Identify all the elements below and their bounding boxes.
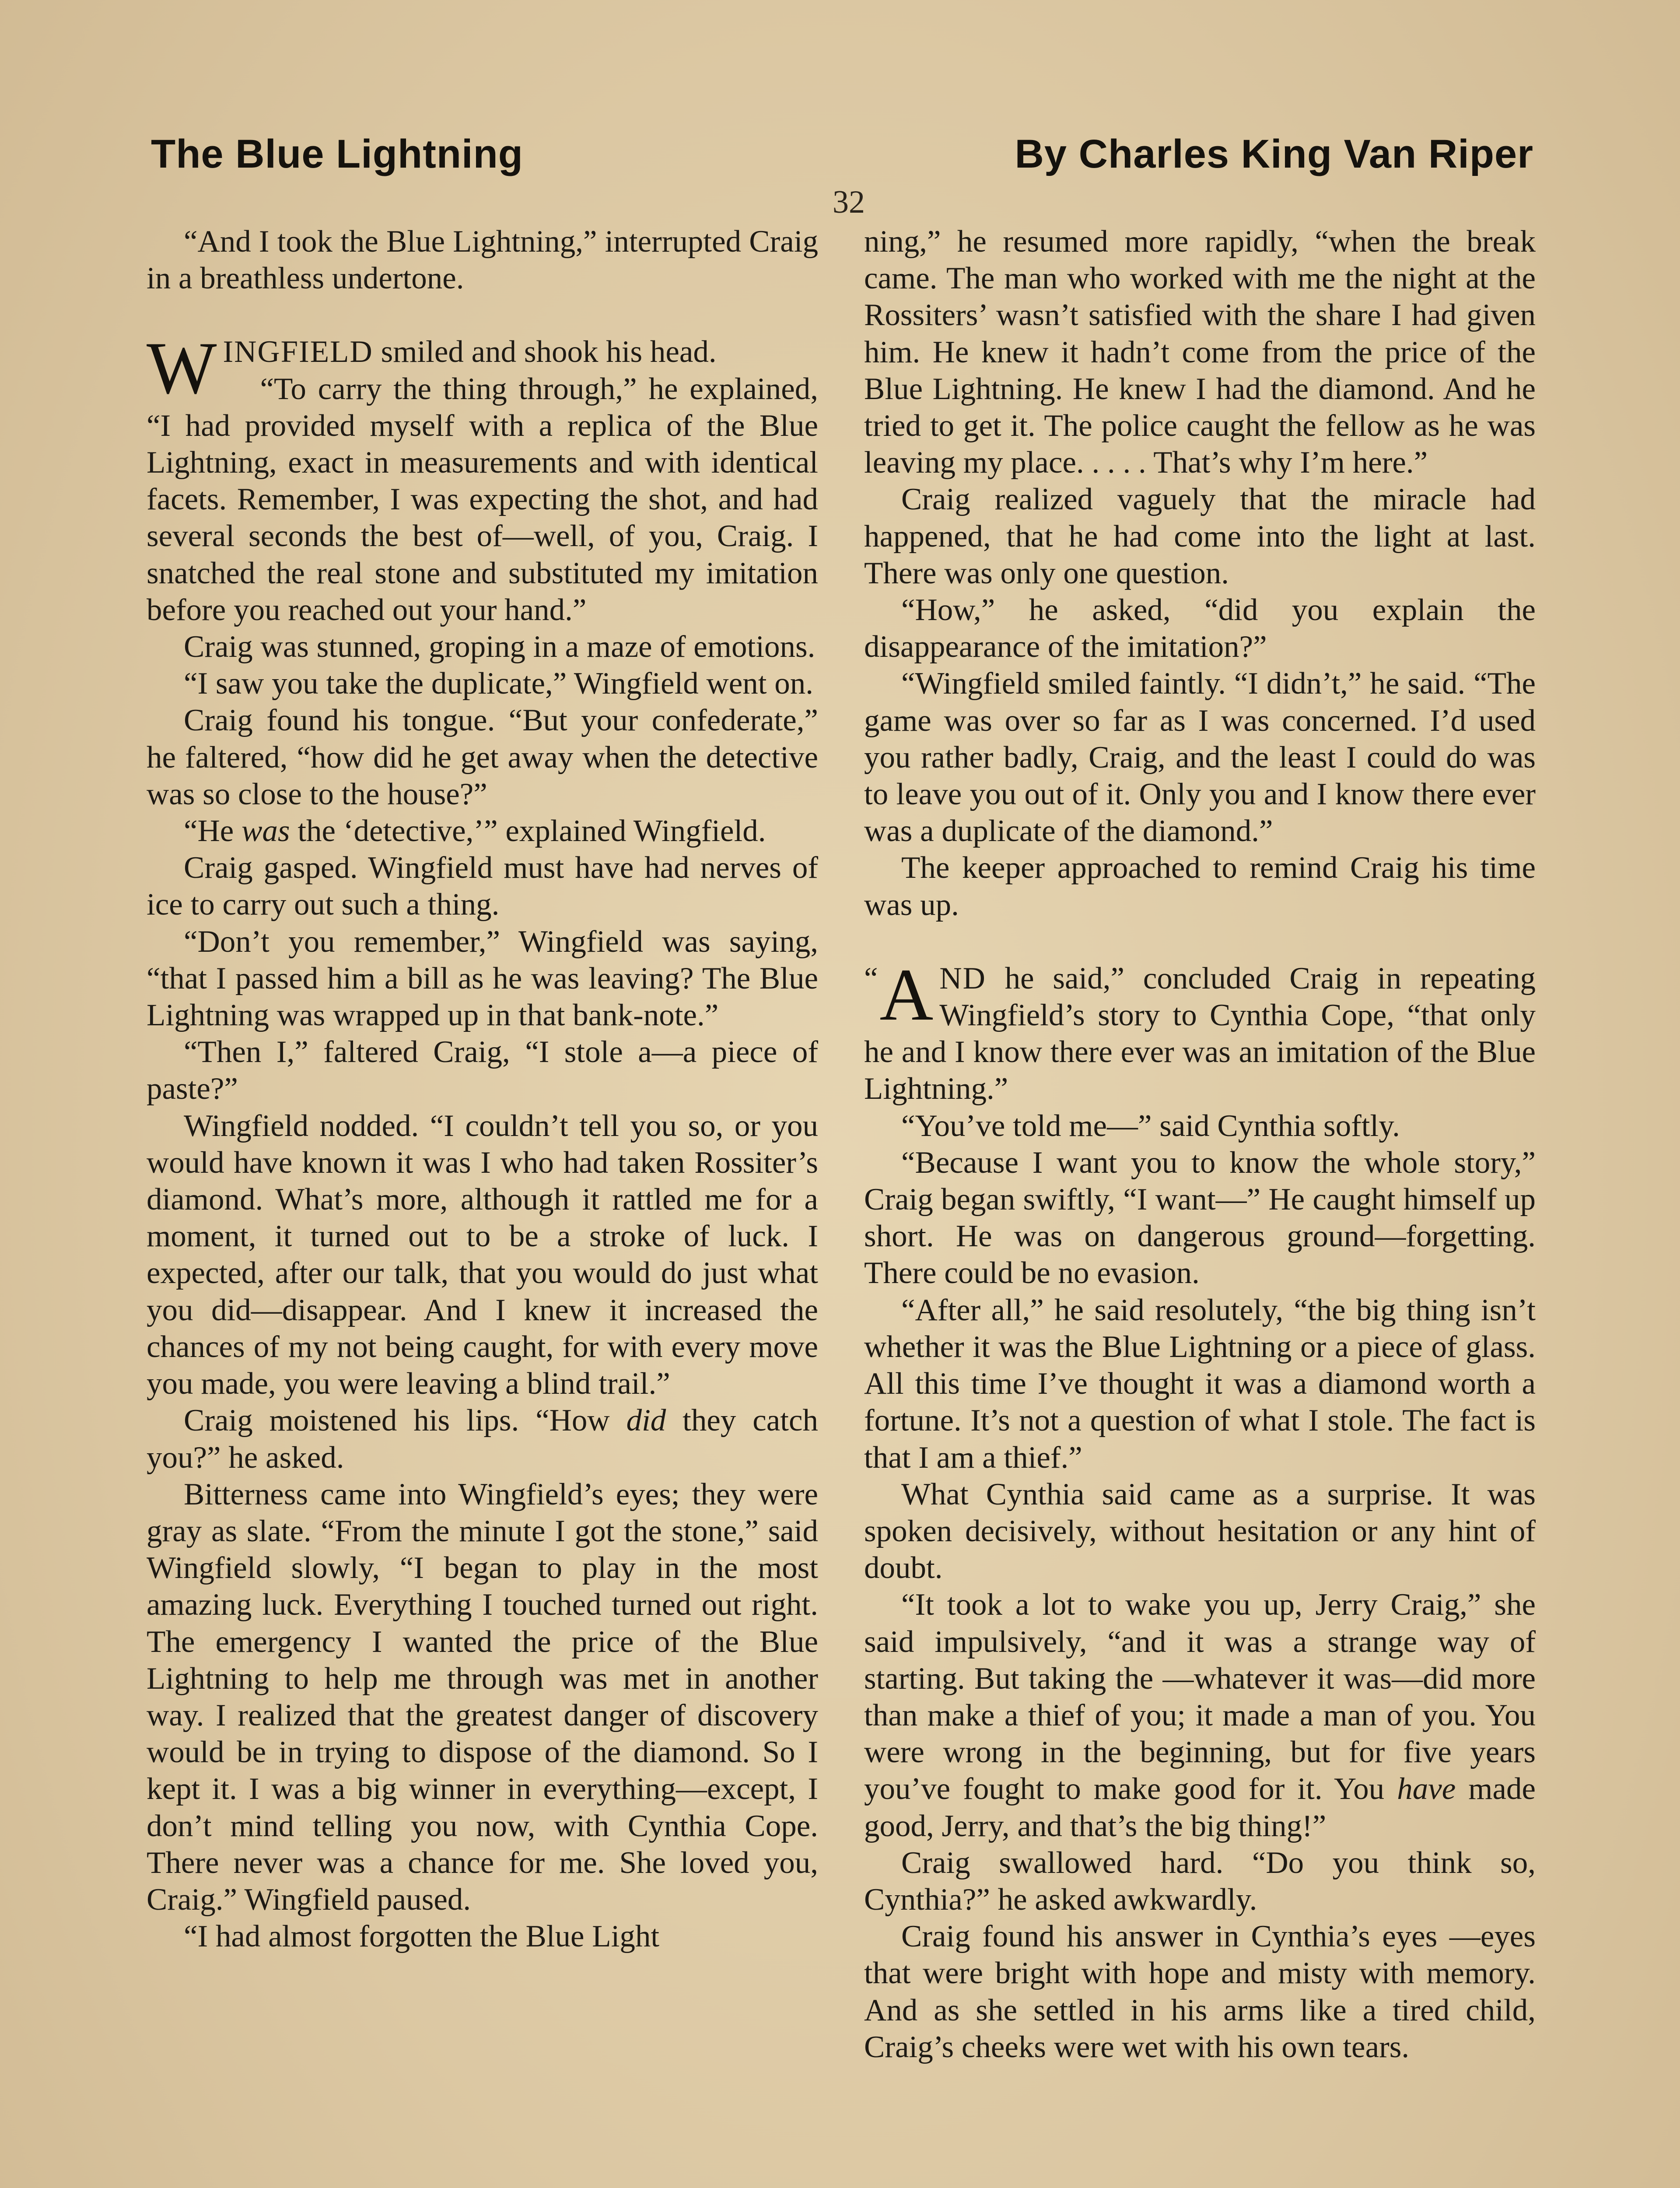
paragraph: “To carry the thing through,” he explained, “I had provided myself with a replica of the Blue Lightning, exact in measurements and with identical facets. Remember, I was expecting the shot, and had several seconds the best of—well, of you, Craig. I snatched the real stone and substituted my imitation before you reached out your hand.” — [147, 372, 818, 627]
paragraph: “Wingfield smiled faintly. “I didn’t,” he said. “The game was over so far as I was concerned. I’d used you rather badly, Craig, and the least I could do was to leave you out of it. Only you and I know there ever was a duplicate of the diamond.” — [864, 666, 1536, 849]
paragraph: Craig found his answer in Cynthia’s eyes —eyes that were bright with hope and misty with memory. And as she settled in his arms like a tired child, Craig’s cheeks were wet with his own tears. — [864, 1919, 1536, 2064]
paragraph: Craig found his tongue. “But your confederate,” he faltered, “how did he get away when the detective was so close to the house?” — [147, 703, 818, 811]
paragraph: Craig gasped. Wingfield must have had nerves of ice to carry out such a thing. — [147, 851, 818, 922]
drop-cap: A — [879, 953, 934, 1036]
paragraph-continued: ning,” he resumed more rapidly, “when the break came. The man who worked with me the night at the Rossiters’ wasn’t satisfied with the share I had given him. He knew it hadn’t come from the price of the Blue Lightning. He knew I had the diamond. And he tried to get it. The police caught the fellow as he was leaving my place. . . . . That’s why I’m here.” — [864, 224, 1536, 480]
text: they catch you?” he asked. — [147, 1403, 818, 1475]
open-quote: “ — [864, 961, 878, 996]
right-column — [864, 223, 1536, 2065]
lead-in-caps: INGFIELD — [223, 335, 373, 369]
section-break — [147, 297, 818, 333]
page-number: 32 — [833, 184, 865, 220]
paragraph: What Cynthia said came as a surprise. It was spoken decisively, without hesitation or any hint of doubt. — [864, 1477, 1536, 1585]
paragraph: The keeper approached to remind Craig his time was up. — [864, 851, 1536, 922]
paragraph: Craig realized vaguely that the miracle had happened, that he had come into the light at last. There was only one question. — [864, 482, 1536, 590]
paragraph — [864, 1586, 1536, 1844]
text: “He — [184, 814, 242, 849]
text: the ‘detective,’” explained Wingfield. — [290, 814, 766, 849]
paragraph: Wingfield nodded. “I couldn’t tell you so, or you would have known it was I who had taken Rossiter’s diamond. What’s more, although it rattled me for a moment, it turned out to be a stroke of luck. I expected, after our talk, that you would do just what you did—disappear. And I knew it increased the chances of my not being caught, for with every move you made, you were leaving a blind trail.” — [147, 1108, 818, 1401]
text: made good, Jerry, and that’s the big thing!” — [864, 1772, 1536, 1843]
paragraph: “Then I,” faltered Craig, “I stole a—a piece of paste?” — [147, 1035, 818, 1106]
paragraph-text: smiled and shook his head. — [373, 335, 717, 369]
author-byline: By Charles King Van Riper — [1015, 132, 1533, 176]
italic-text: was — [242, 814, 290, 849]
paragraph: Bitterness came into Wingfield’s eyes; they were gray as slate. “From the minute I got the stone,” said Wingfield slowly, “I began to play in the most amazing luck. Everything I touched turned out right. The emergency I wanted the price of the Blue Lightning to help me through was met in another way. I realized that the greatest danger of discovery would be in trying to dispose of the diamond. So I kept it. I was a big winner in everything—except, I don’t mind telling you now, with Cynthia Cope. There never was a chance for me. She loved you, Craig.” Wingfield paused. — [147, 1477, 818, 1917]
story-title: The Blue Lightning — [151, 132, 523, 176]
paragraph: Craig swallowed hard. “Do you think so, Cynthia?” he asked awkwardly. — [864, 1845, 1536, 1917]
section-break — [864, 923, 1536, 960]
paragraph: “Because I want you to know the whole story,” Craig began swiftly, “I want—” He caught himself up short. He was on dangerous ground—forgetting. There could be no evasion. — [864, 1145, 1536, 1290]
paragraph: Craig was stunned, groping in a maze of emotions. — [184, 630, 816, 664]
paragraph: “I saw you take the duplicate,” Wingfield went on. — [184, 666, 814, 701]
left-column — [147, 223, 818, 1955]
paragraph: “And I took the Blue Lightning,” interrupted Craig in a breathless undertone. — [147, 224, 818, 296]
lead-in-caps: ND — [939, 961, 986, 996]
paragraph — [147, 813, 818, 849]
paragraph: “After all,” he said resolutely, “the big thing isn’t whether it was the Blue Lightning or a piece of glass. All this time I’ve thought it was a diamond worth a fortune. It’s not a question of what I stole. The fact is that I am a thief.” — [864, 1293, 1536, 1475]
paragraph: “Don’t you remember,” Wingfield was saying, “that I passed him a bill as he was leaving? The Blue Lightning was wrapped up in that bank-note.” — [147, 924, 818, 1033]
text: “It took a lot to wake you up, Jerry Craig,” she said impulsively, “and it was a strange way of starting. But taking the —whatever it was—did more than make a thief of you; it made a man of you. You were wrong in the beginning, but for five years you’ve fought to make good for it. You — [864, 1588, 1536, 1806]
paragraph: “I had almost forgotten the Blue Light — [184, 1919, 660, 1954]
drop-cap: W — [147, 327, 217, 410]
paragraph-text: he said,” concluded Craig in repeating Wingfield’s story to Cynthia Cope, “that only he and I know there ever was an imitation of the Blue Lightning.” — [864, 961, 1536, 1106]
paragraph: “You’ve told me—” said Cynthia softly. — [901, 1108, 1400, 1143]
paragraph — [147, 1402, 818, 1476]
paragraph-dropcap — [147, 327, 818, 410]
paragraph-dropcap — [864, 953, 1536, 1108]
paragraph: “How,” he asked, “did you explain the disappearance of the imitation?” — [864, 593, 1536, 664]
italic-text: did — [626, 1403, 666, 1438]
italic-text: have — [1397, 1772, 1456, 1806]
text: Craig moistened his lips. “How — [184, 1403, 626, 1438]
